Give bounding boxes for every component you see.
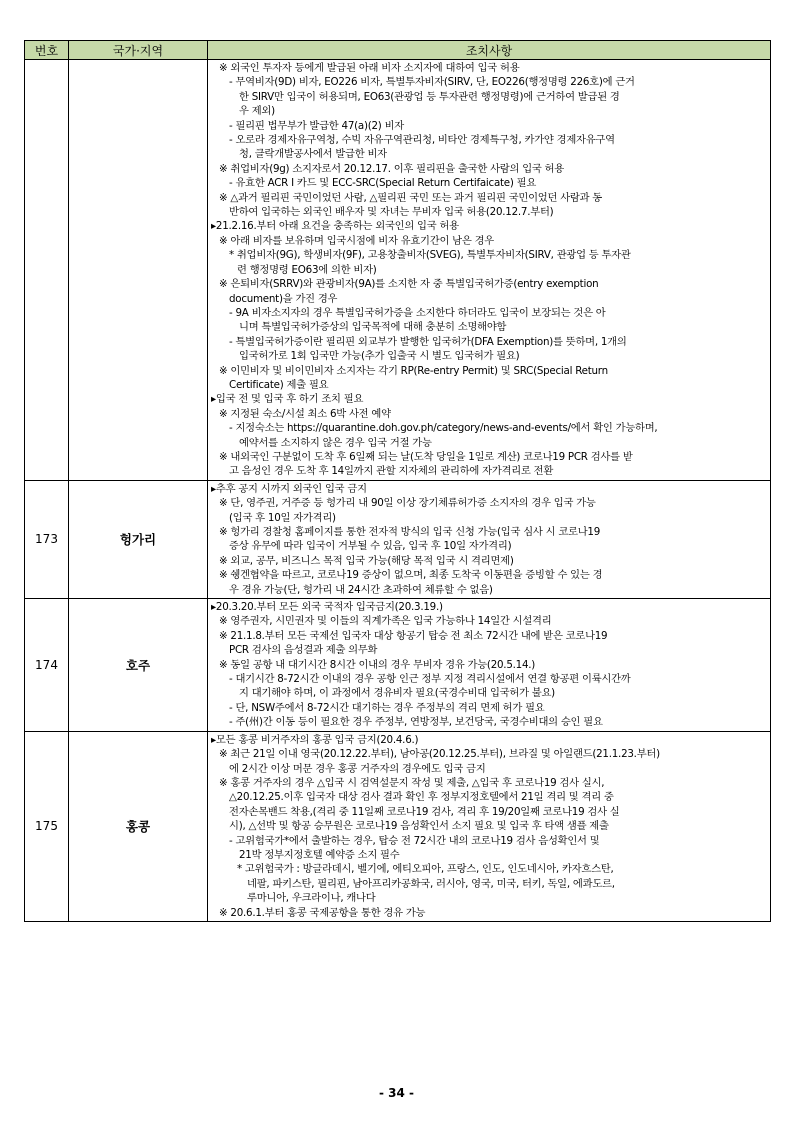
measure-line: ※ 은퇴비자(SRRV)와 관광비자(9A)를 소지한 자 중 특별입국허가증(entry exemption bbox=[219, 278, 599, 291]
measure-line: ▸모든 홍콩 비거주자의 홍콩 입국 금지(20.4.6.) bbox=[211, 733, 419, 746]
table-header-row bbox=[25, 41, 771, 60]
measure-line: 우 제외) bbox=[239, 105, 275, 118]
measure-line: 한 SIRV만 입국이 허용되며, EO63(관광업 등 투자관련 행정명령)에 근거하여 발급된 경 bbox=[239, 90, 620, 103]
measure-line: - 특별입국허가증이란 필리핀 외교부가 발행한 입국허가(DFA Exemption)를 뜻하며, 1개의 bbox=[229, 335, 627, 348]
table-row bbox=[25, 480, 771, 598]
measure-line: ※ 내외국인 구분없이 도착 후 6일째 되는 날(도착 당일을 1일로 계산) 코로나19 PCR 검사를 받 bbox=[219, 450, 633, 463]
measure-line: * 고위험국가 : 방글라데시, 벨기에, 에티오피아, 프랑스, 인도, 인도네시아, 카자흐스탄, bbox=[237, 863, 614, 876]
measure-line: ▸20.3.20.부터 모든 외국 국적자 입국금지(20.3.19.) bbox=[211, 601, 443, 614]
measure-line: - 대기시간 8-72시간 이내의 경우 공항 인근 정부 지정 격리시설에서 연결 항공편 이륙시간까 bbox=[229, 673, 631, 686]
measure-line: ※ 단, 영주권, 거주증 등 헝가리 내 90일 이상 장기체류허가증 소지자의 경우 입국 가능 bbox=[219, 497, 596, 510]
row-country bbox=[69, 60, 208, 481]
measure-line: - 주(州)간 이동 등이 필요한 경우 주정부, 연방정부, 보건당국, 국경수비대의 승인 필요 bbox=[229, 716, 603, 729]
table-row bbox=[25, 731, 771, 921]
measure-line: - 지정숙소는 https://quarantine.doh.gov.ph/category/news-and-events/에서 확인 가능하며, bbox=[229, 422, 658, 435]
table-row bbox=[25, 599, 771, 732]
measure-line: 지 대기해야 하며, 이 과정에서 경유비자 필요(국경수비대 입국허가 불요) bbox=[239, 687, 555, 700]
measure-line: 고 음성인 경우 도착 후 14일까지 관할 지자체의 관리하에 자가격리로 전환 bbox=[229, 465, 554, 478]
measure-line: 니며 특별입국허가증상의 입국목적에 대해 충분히 소명해야함 bbox=[239, 321, 507, 334]
measure-line: 네팔, 파키스탄, 필리핀, 남아프리카공화국, 러시아, 영국, 미국, 터키, 독일, 에콰도르, bbox=[247, 877, 615, 890]
measure-line: ※ 아래 비자를 보유하며 입국시점에 비자 유효기간이 남은 경우 bbox=[219, 234, 494, 247]
measure-line: 련 행정명령 EO63에 의한 비자) bbox=[237, 263, 377, 276]
measure-line: 증상 유무에 따라 입국이 거부될 수 있음, 입국 후 10일 자가격리) bbox=[229, 540, 512, 553]
measure-line: - 9A 비자소지자의 경우 특별입국허가증을 소지한다 하더라도 입국이 보장되는 것은 아 bbox=[229, 306, 606, 319]
measure-line: ▸21.2.16.부터 아래 요건을 충족하는 외국인의 입국 허용 bbox=[211, 220, 459, 233]
measure-line: * 취업비자(9G), 학생비자(9F), 고용창출비자(SVEG), 특별투자비자(SIRV, 관광업 등 투자관 bbox=[229, 249, 631, 262]
measures-table bbox=[24, 40, 771, 922]
measure-line: 반하여 입국하는 외국인 배우자 및 자녀는 무비자 입국 허용(20.12.7.부터) bbox=[229, 206, 554, 219]
measure-line: ※ 외교, 공무, 비즈니스 목적 입국 가능(해당 목적 입국 시 격리면제) bbox=[219, 554, 514, 567]
measure-line: PCR 검사의 음성결과 제출 의무화 bbox=[229, 644, 378, 657]
measure-line: ※ 영주권자, 시민권자 및 이들의 직계가족은 입국 가능하나 14일간 시설격리 bbox=[219, 615, 552, 628]
measure-line: - 고위험국가*에서 출발하는 경우, 탑승 전 72시간 내의 코로나19 검사 음성확인서 및 bbox=[229, 834, 600, 847]
measure-line: 우 경유 가능(단, 헝가리 내 24시간 초과하여 체류할 수 없음) bbox=[229, 583, 493, 596]
measure-line: ※ △과거 필리핀 국민이었던 사람, △필리핀 국민 또는 과거 필리핀 국민이었던 사람과 동 bbox=[219, 191, 603, 204]
measure-line: ▸추후 공지 시까지 외국인 입국 금지 bbox=[211, 482, 367, 495]
measure-line: ▸입국 전 및 입국 후 하기 조치 필요 bbox=[211, 393, 364, 406]
measure-line: ※ 동일 공항 내 대기시간 8시간 이내의 경우 무비자 경유 가능(20.5.14.) bbox=[219, 658, 536, 671]
measure-line: 입국허가로 1회 입국만 가능(추가 입출국 시 별도 입국허가 필요) bbox=[239, 350, 520, 363]
measure-line: ※ 취업비자(9g) 소지자로서 20.12.17. 이후 필리핀을 출국한 사람의 입국 허용 bbox=[219, 162, 565, 175]
row-measures bbox=[208, 599, 771, 732]
row-measures bbox=[208, 480, 771, 598]
measure-line: ※ 21.1.8.부터 모든 국제선 입국자 대상 항공기 탑승 전 최소 72시간 내에 받은 코로나19 bbox=[219, 629, 608, 642]
measure-line: 21박 정부지정호텔 예약증 소지 필수 bbox=[239, 848, 400, 861]
measure-line: (입국 후 10일 자가격리) bbox=[229, 511, 336, 524]
row-number: 175 bbox=[25, 731, 69, 921]
row-number: 174 bbox=[25, 599, 69, 732]
measure-line: ※ 외국인 투자자 등에게 발급된 아래 비자 소지자에 대하여 입국 허용 bbox=[219, 62, 520, 74]
row-measures bbox=[208, 60, 771, 481]
row-number bbox=[25, 60, 69, 481]
measure-line: 에 2시간 이상 머문 경우 홍콩 거주자의 경우에도 입국 금지 bbox=[229, 762, 486, 775]
measure-line: ※ 이민비자 및 비이민비자 소지자는 각기 RP(Re-entry Permit) 및 SRC(Special Return bbox=[219, 364, 608, 377]
row-measures bbox=[208, 731, 771, 921]
measure-line: document)을 가진 경우 bbox=[229, 292, 338, 305]
page-number: - 34 - bbox=[378, 1086, 414, 1100]
measure-line: 예약서를 소지하지 않은 경우 입국 거절 가능 bbox=[239, 436, 432, 449]
header-measures: 조치사항 bbox=[208, 41, 771, 60]
table-row bbox=[25, 60, 771, 481]
measure-line: 시), △선박 및 항공 승무원은 코로나19 음성확인서 소지 필요 및 입국 후 타액 샘플 제출 bbox=[229, 820, 609, 833]
row-country: 홍콩 bbox=[69, 731, 208, 921]
row-number: 173 bbox=[25, 480, 69, 598]
measure-line: △20.12.25.이후 입국자 대상 검사 결과 확인 후 정부지정호텔에서 21일 격리 및 격리 중 bbox=[229, 791, 614, 804]
row-country: 헝가리 bbox=[69, 480, 208, 598]
header-number: 번호 bbox=[25, 41, 69, 60]
measure-line: ※ 20.6.1.부터 홍콩 국제공항을 통한 경유 가능 bbox=[219, 906, 426, 919]
measure-line: 전자손목밴드 착용,(격리 중 11일째 코로나19 검사, 격리 후 19/20일째 코로나19 검사 실 bbox=[229, 805, 620, 818]
measure-line: - 단, NSW주에서 8-72시간 대기하는 경우 주정부의 격리 면제 허가 필요 bbox=[229, 701, 545, 714]
row-country: 호주 bbox=[69, 599, 208, 732]
measure-line: ※ 지정된 숙소/시설 최소 6박 사전 예약 bbox=[219, 407, 391, 420]
measure-line: ※ 홍콩 거주자의 경우 △입국 시 검역설문지 작성 및 제출, △입국 후 코로나19 검사 실시, bbox=[219, 776, 605, 789]
measure-line: - 오로라 경제자유구역청, 수빅 자유구역관리청, 비타안 경제특구청, 카가얀 경제자유구역 bbox=[229, 134, 615, 147]
measure-line: 청, 클락개발공사에서 발급한 비자 bbox=[239, 148, 387, 161]
measure-line: ※ 쉥겐협약을 따르고, 코로나19 증상이 없으며, 최종 도착국 이동편을 증빙할 수 있는 경 bbox=[219, 569, 603, 582]
measure-line: - 필리핀 법무부가 발급한 47(a)(2) 비자 bbox=[229, 119, 404, 132]
measure-line: Certificate) 제출 필요 bbox=[229, 378, 329, 391]
measure-line: ※ 최근 21일 이내 영국(20.12.22.부터), 남아공(20.12.25.부터), 브라질 및 아일랜드(21.1.23.부터) bbox=[219, 748, 660, 761]
measure-line: ※ 헝가리 경찰청 홈페이지를 통한 전자적 방식의 입국 신청 가능(입국 심사 시 코로나19 bbox=[219, 526, 601, 538]
measure-line: - 유효한 ACR I 카드 및 ECC-SRC(Special Return Certifaicate) 필요 bbox=[229, 177, 537, 190]
measure-line: - 무역비자(9D) 비자, EO226 비자, 특별투자비자(SIRV, 단, EO226(행정명령 226호)에 근거 bbox=[229, 76, 635, 89]
header-country: 국가·지역 bbox=[69, 41, 208, 60]
measure-line: 루마니아, 우크라이나, 캐나다 bbox=[247, 892, 376, 905]
